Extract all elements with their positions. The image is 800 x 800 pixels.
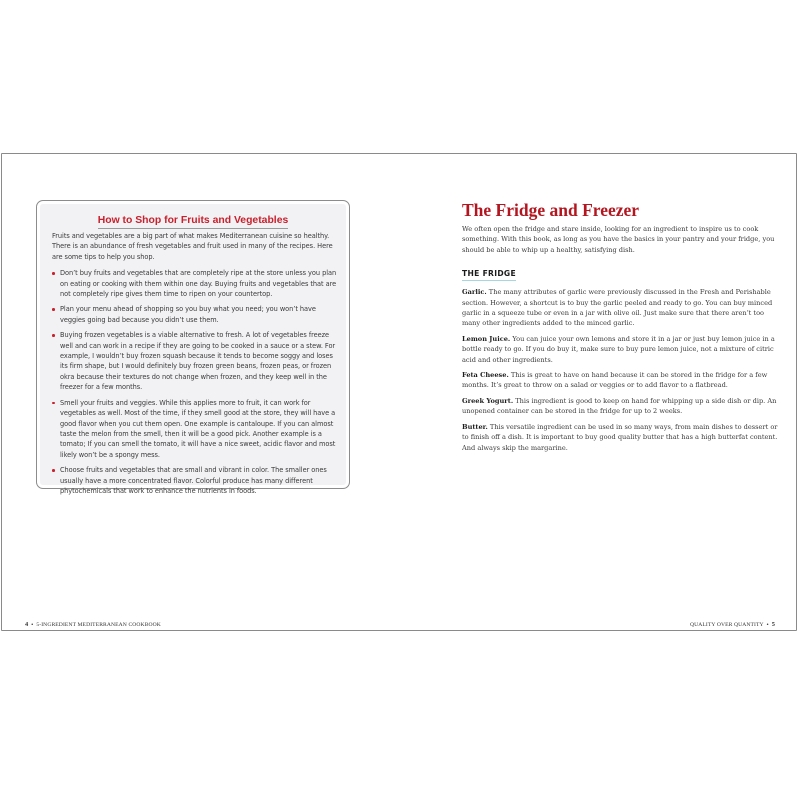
- entry-text: The many attributes of garlic were previously discussed in the Fresh and Perishable section. However, a shortcut is to buy the garlic peeled and ready to go. You can buy minced garlic in a squeeze tube or even in a jar with olive oil. Just make sure that there aren’t too many other ingredients added to the minced garlic.: [462, 288, 773, 328]
- entry-text: This ingredient is good to keep on hand for whipping up a side dish or dip. An unopened container can be stored in the fridge for up to 2 weeks.: [462, 396, 777, 416]
- tip-text: Smell your fruits and veggies. While this applies more to fruit, it can work for vegetables as well. Most of the time, if they smell good at the store, they will have a good flavor when you cut them open. One example is cantaloupe. If you can almost taste the melon from the smell, then it will be a good pick. Another example is a tomato; If you can smell the tomato, it will have a nice sweet, acidic flavor and most likely won’t be a spongy mess.: [60, 398, 336, 459]
- tip-text: Plan your menu ahead of shopping so you buy what you need; you won’t have veggies going bad because you didn’t use them.: [60, 305, 316, 324]
- running-head: QUALITY OVER QUANTITY: [689, 622, 764, 628]
- bullet-icon: [52, 272, 55, 275]
- entry-term: Lemon Juice.: [462, 334, 511, 343]
- tips-list: [52, 268, 337, 496]
- page-title: The Fridge and Freezer: [462, 200, 640, 220]
- entry-term: Feta Cheese.: [462, 371, 509, 380]
- page-intro: We often open the fridge and stare inside, looking for an ingredient to inspire us to cook something. With this book, as long as you have the basics in your pantry and your fridge, you should be able to whip up a healthy, satisfying dish.: [462, 225, 775, 254]
- bullet-icon: [52, 334, 55, 337]
- tip-text: Choose fruits and vegetables that are small and vibrant in color. The smaller ones usually have a more concentrated flavor. Colorful produce has many different phytochemicals that work to enhance the nutrients in foods.: [60, 466, 327, 495]
- entry-text: You can juice your own lemons and store it in a jar or just buy lemon juice in a bottle ready to go. If you do buy it, make sure to buy pure lemon juice, not a mixture of citric acid and other ingredients.: [462, 334, 775, 364]
- footer-separator: •: [766, 622, 769, 628]
- bullet-icon: [52, 402, 55, 405]
- book-title: 5-INGREDIENT MEDITERRANEAN COOKBOOK: [36, 622, 161, 628]
- right-page-content: [462, 200, 780, 453]
- entry-term: Greek Yogurt.: [462, 396, 514, 405]
- entry-garlic: [462, 287, 780, 329]
- page-number-left: 4: [25, 621, 29, 628]
- bullet-icon: [52, 469, 55, 472]
- section-heading: THE FRIDGE: [462, 269, 516, 281]
- entry-term: Garlic.: [462, 288, 487, 297]
- fridge-entries: [462, 287, 780, 453]
- entry-lemon-juice: [462, 334, 780, 365]
- tip-item: [52, 398, 337, 460]
- tip-text: Buying frozen vegetables is a viable alternative to fresh. A lot of vegetables freeze well and can work in a recipe if they are going to be cooked in a sauce or a stew. For example, I wouldn’t buy frozen squash because it tends to become soggy and loses its firm shape, but I would definitely buy frozen green beans, frozen peas, or frozen okra because their textures do not change when frozen, and they keep well in the freezer for a few months.: [60, 331, 336, 392]
- bullet-icon: [52, 308, 55, 311]
- entry-feta-cheese: [462, 370, 780, 391]
- shopping-tips-sidebar: [36, 200, 350, 495]
- tip-item: [52, 268, 337, 299]
- right-page-footer: [690, 621, 775, 628]
- entry-greek-yogurt: [462, 396, 780, 417]
- sidebar-title-text: How to Shop for Fruits and Vegetables: [98, 215, 289, 229]
- sidebar-intro: Fruits and vegetables are a big part of what makes Mediterranean cuisine so healthy. There is an abundance of fresh vegetables and fruit used in many of the recipes. Here are some tips to help you shop.: [52, 232, 333, 261]
- entry-text: This is great to have on hand because it can be stored in the fridge for a few months. It’s great to throw on a salad or veggies or to add flavor to a flatbread.: [462, 371, 768, 390]
- sidebar-body: [52, 231, 337, 501]
- left-page-footer: [25, 621, 161, 628]
- entry-term: Butter.: [462, 422, 488, 431]
- tip-item: [52, 330, 337, 392]
- tip-item: [52, 304, 337, 325]
- entry-text: This versatile ingredient can be used in so many ways, from main dishes to dessert or to finish off a dish. It is important to buy good quality butter that has a high butterfat content. And always skip the margarine.: [462, 422, 778, 452]
- sidebar-title: [37, 208, 349, 227]
- entry-butter: [462, 422, 780, 453]
- tip-item: [52, 465, 337, 496]
- tip-text: Don’t buy fruits and vegetables that are completely ripe at the store unless you plan on eating or cooking with them within one day. Buying fruits and vegetables that are not completely ripe gives them time to ripen on your countertop.: [60, 269, 337, 299]
- page-number-right: 5: [771, 621, 775, 628]
- footer-separator: •: [31, 622, 34, 628]
